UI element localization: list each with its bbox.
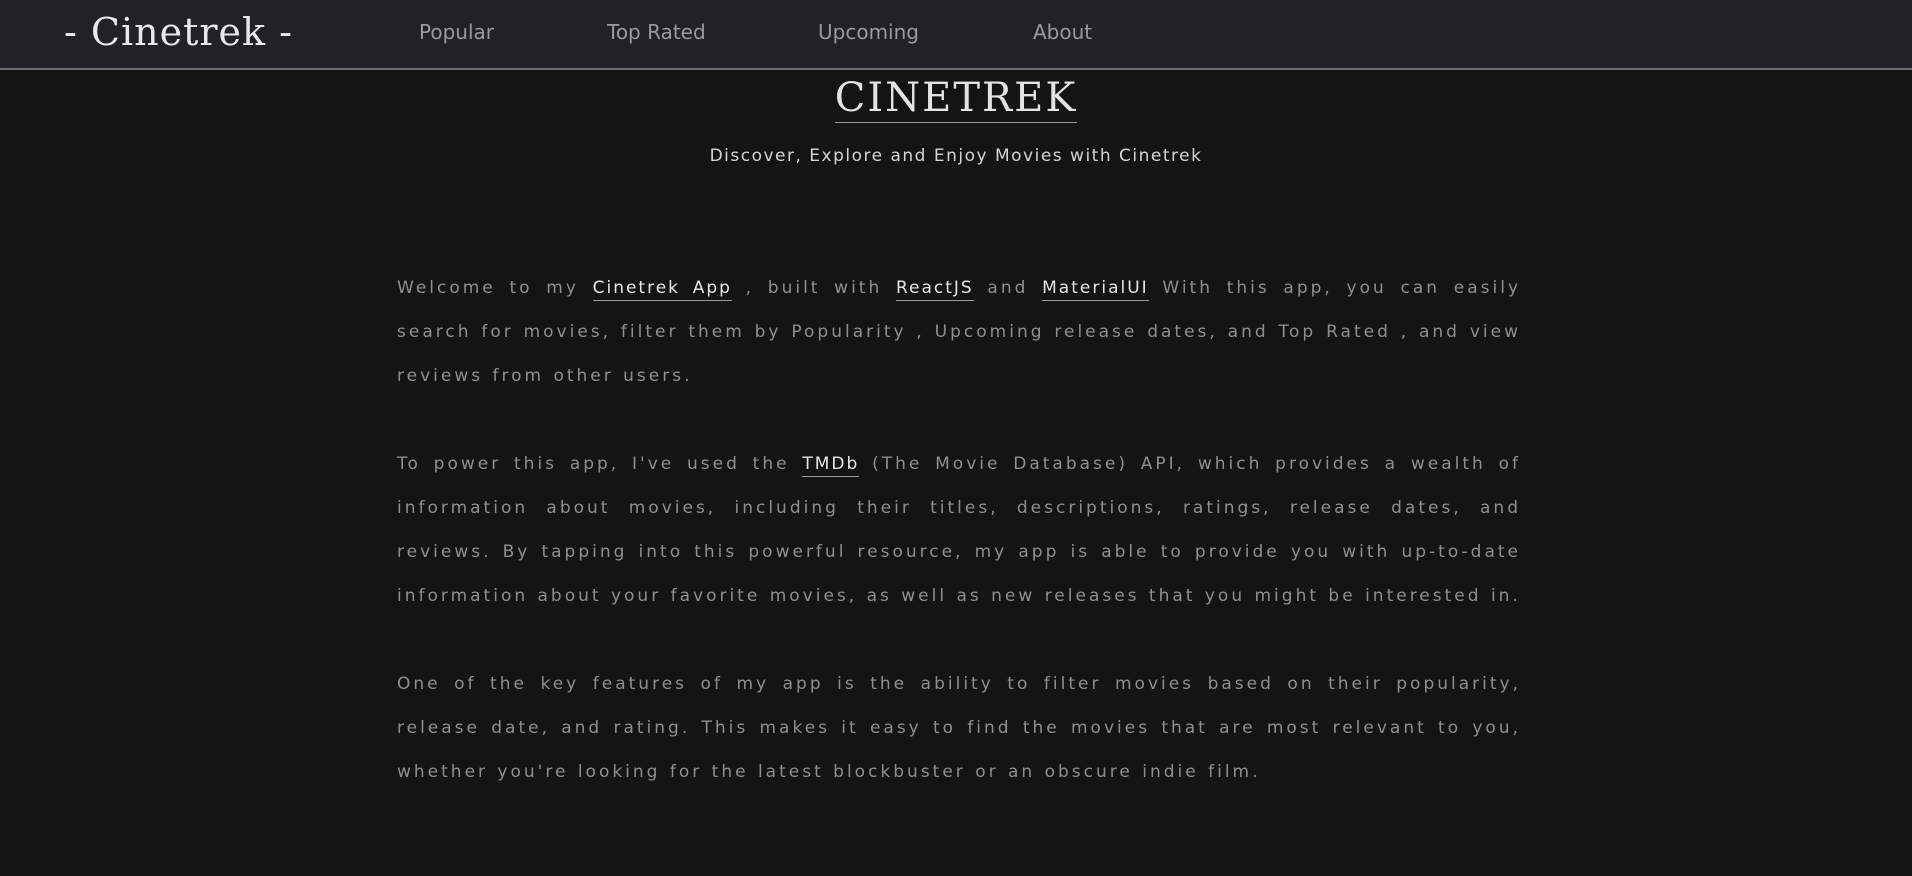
api-text-1: To power this app, I've used the (397, 454, 803, 474)
page-title: CINETREK (834, 75, 1078, 121)
nav-link-upcoming[interactable]: Upcoming (818, 20, 919, 44)
top-navbar (0, 0, 1912, 70)
intro-paragraph (397, 266, 1521, 398)
brand-logo[interactable]: - Cinetrek - (64, 10, 293, 54)
page-tagline: Discover, Explore and Enjoy Movies with Cinetrek (709, 146, 1203, 166)
tmdb-link[interactable]: TMDb (802, 454, 859, 477)
nav-link-top-rated[interactable]: Top Rated (607, 20, 706, 44)
nav-link-popular[interactable]: Popular (419, 20, 494, 44)
intro-text-3: and (973, 278, 1043, 298)
api-paragraph (397, 442, 1521, 618)
intro-text-2: , built with (731, 278, 896, 298)
features-paragraph: One of the key features of my app is the ability to filter movies based on their popularity, release date, and rating. This makes it easy to find the movies that are most relevant to you, whether you're looking for the latest blockbuster or an obscure indie film. (397, 674, 1521, 782)
reactjs-link[interactable]: ReactJS (896, 278, 974, 301)
nav-link-about[interactable]: About (1033, 20, 1093, 44)
materialui-link[interactable]: MaterialUI (1042, 278, 1149, 301)
page-title-container (0, 76, 1912, 123)
api-text-2: (The Movie Database) API, which provides a wealth of information about movies, including their titles, descriptions, ratings, release dates, and reviews. By tapping into this powerful resource, my app is able to provide you with up-to-date information about your favorite movies, as well as new releases that you might be interested in. (397, 454, 1521, 606)
intro-text-1: Welcome to my (397, 278, 593, 298)
about-content (397, 266, 1521, 838)
intro-text-4: With this app, you can easily search for movies, filter them by Popularity , Upcoming release dates, and Top Rated , and view reviews from other users. (397, 278, 1522, 386)
cinetrek-app-link[interactable]: Cinetrek App (593, 278, 732, 301)
